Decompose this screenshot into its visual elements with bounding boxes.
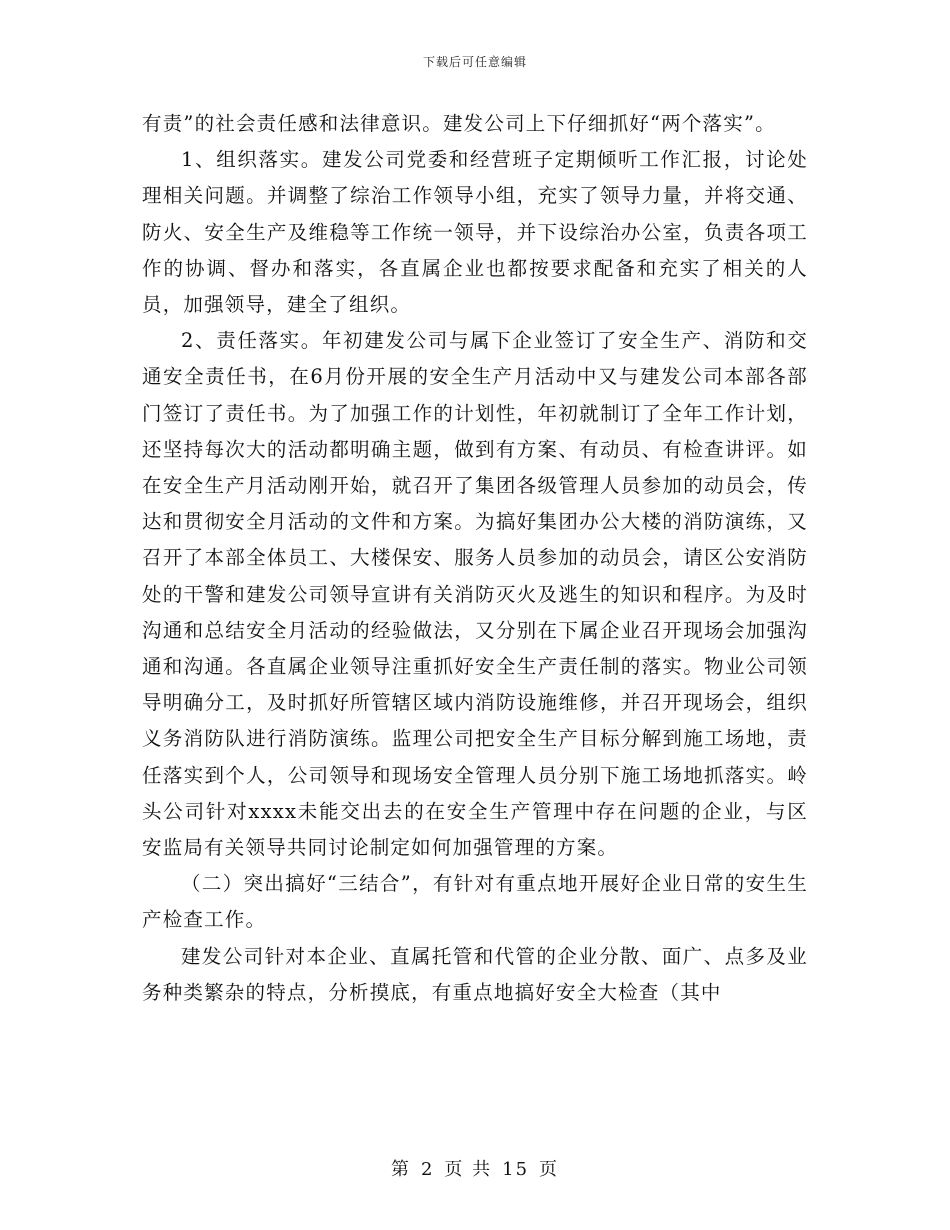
footer-prefix: 第 [390, 1159, 411, 1180]
page-footer [0, 1155, 950, 1181]
paragraph-organization: 1、组织落实。建发公司党委和经营班子定期倾听工作汇报，讨论处理相关问题。并调整了综治工作领导小组，充实了领导力量，并将交通、防火、安全生产及维稳等工作统一领导，并下设综治办公室，负责各项工作的协调、督办和落实，各直属企业也都按要求配备和充实了相关的人员，加强领导，建全了组织。 [142, 148, 808, 317]
total-pages: 15 [502, 1159, 530, 1180]
paragraph-continuation: 有责”的社会责任感和法律意识。建发公司上下仔细抓好“两个落实”。 [142, 112, 776, 135]
footer-suffix: 页 [539, 1159, 560, 1180]
footer-middle: 页 共 [444, 1159, 493, 1180]
page-number: 2 [420, 1159, 435, 1180]
paragraph-inspection: 建发公司针对本企业、直属托管和代管的企业分散、面广、点多及业务种类繁杂的特点，分析摸底，有重点地搞好安全大检查（其中 [142, 944, 808, 1004]
section-heading-three-combinations: （二）突出搞好“三结合”，有针对有重点地开展好企业日常的安生生产检查工作。 [142, 872, 808, 932]
document-body [142, 106, 808, 1011]
paragraph-responsibility: 2、责任落实。年初建发公司与属下企业签订了安全生产、消防和交通安全责任书，在6月份开展的安全生产月活动中又与建发公司本部各部门签订了责任书。为了加强工作的计划性，年初就制订了全年工作计划，还坚持每次大的活动都明确主题，做到有方案、有动员、有检查讲评。如在安全生产月活动刚开始，就召开了集团各级管理人员参加的动员会，传达和贯彻安全月活动的文件和方案。为搞好集团办公大楼的消防演练，又召开了本部全体员工、大楼保安、服务人员参加的动员会，请区公安消防处的干警和建发公司领导宣讲有关消防灭火及逃生的知识和程序。为及时沟通和总结安全月活动的经验做法，又分别在下属企业召开现场会加强沟通和沟通。各直属企业领导注重抓好安全生产责任制的落实。物业公司领导明确分工，及时抓好所管辖区域内消防设施维修，并召开现场会，组织义务消防队进行消防演练。监理公司把安全生产目标分解到施工场地，责任落实到个人，公司领导和现场安全管理人员分别下施工场地抓落实。岭头公司针对xxxx未能交出去的在安全生产管理中存在问题的企业，与区安监局有关领导共同讨论制定如何加强管理的方案。 [142, 329, 808, 860]
page-header: 下载后可任意编辑 [422, 55, 527, 69]
